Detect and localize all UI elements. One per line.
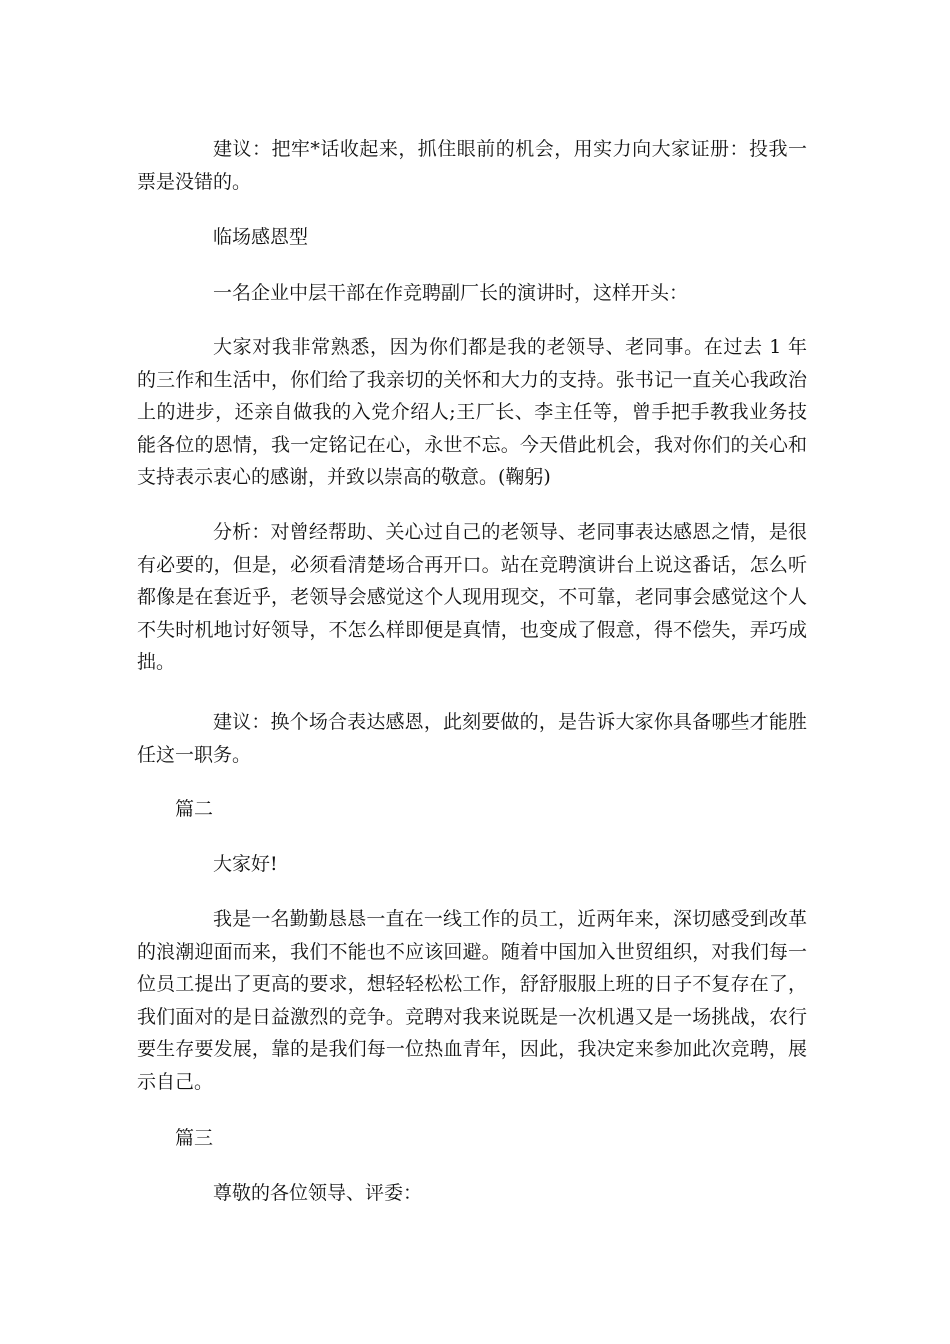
section-heading-part-three: 篇三 xyxy=(175,1127,214,1149)
paragraph-suggestion-2: 建议：换个场合表达感恩，此刻要做的，是告诉大家你具备哪些才能胜任这一职务。 xyxy=(137,711,807,766)
section-heading-part-two: 篇二 xyxy=(175,798,214,820)
paragraph-suggestion-1: 建议：把牢*话收起来，抓住眼前的机会，用实力向大家证册：投我一票是没错的。 xyxy=(137,138,807,193)
salutation: 尊敬的各位领导、评委： xyxy=(213,1182,423,1204)
paragraph-intro-example: 一名企业中层干部在作竞聘副厂长的演讲时，这样开头： xyxy=(213,282,689,304)
section-title-gratitude: 临场感恩型 xyxy=(213,226,309,248)
paragraph-example-speech: 大家对我非常熟悉，因为你们都是我的老领导、老同事。在过去 1 年的三作和生活中，你们给了我亲切的关怀和大力的支持。张书记一直关心我政治上的进步，还亲自做我的入党介绍人;王厂长、李主任等，曾手把手教我业务技能各位的恩情，我一定铭记在心，永世不忘。今天借此机会，我对你们的关心和支持表示衷心的感谢，并致以崇高的敬意。(鞠躬) xyxy=(137,336,807,488)
paragraph-analysis: 分析：对曾经帮助、关心过自己的老领导、老同事表达感恩之情，是很有必要的，但是，必须看清楚场合再开口。站在竞聘演讲台上说这番话，怎么听都像是在套近乎，老领导会感觉这个人现用现交，不可靠，老同事会感觉这个人不失时机地讨好领导，不怎么样即便是真情，也变成了假意，得不偿失，弄巧成拙。 xyxy=(137,521,807,673)
paragraph-self-introduction: 我是一名勤勤恳恳一直在一线工作的员工，近两年来，深切感受到改革的浪潮迎面而来，我们不能也不应该回避。随着中国加入世贸组织，对我们每一位员工提出了更高的要求，想轻轻松松工作，舒舒服服上班的日子不复存在了，我们面对的是日益激烈的竞争。竞聘对我来说既是一次机遇又是一场挑战，农行要生存要发展，靠的是我们每一位热血青年，因此，我决定来参加此次竞聘，展示自己。 xyxy=(137,908,807,1093)
greeting: 大家好! xyxy=(213,853,278,875)
